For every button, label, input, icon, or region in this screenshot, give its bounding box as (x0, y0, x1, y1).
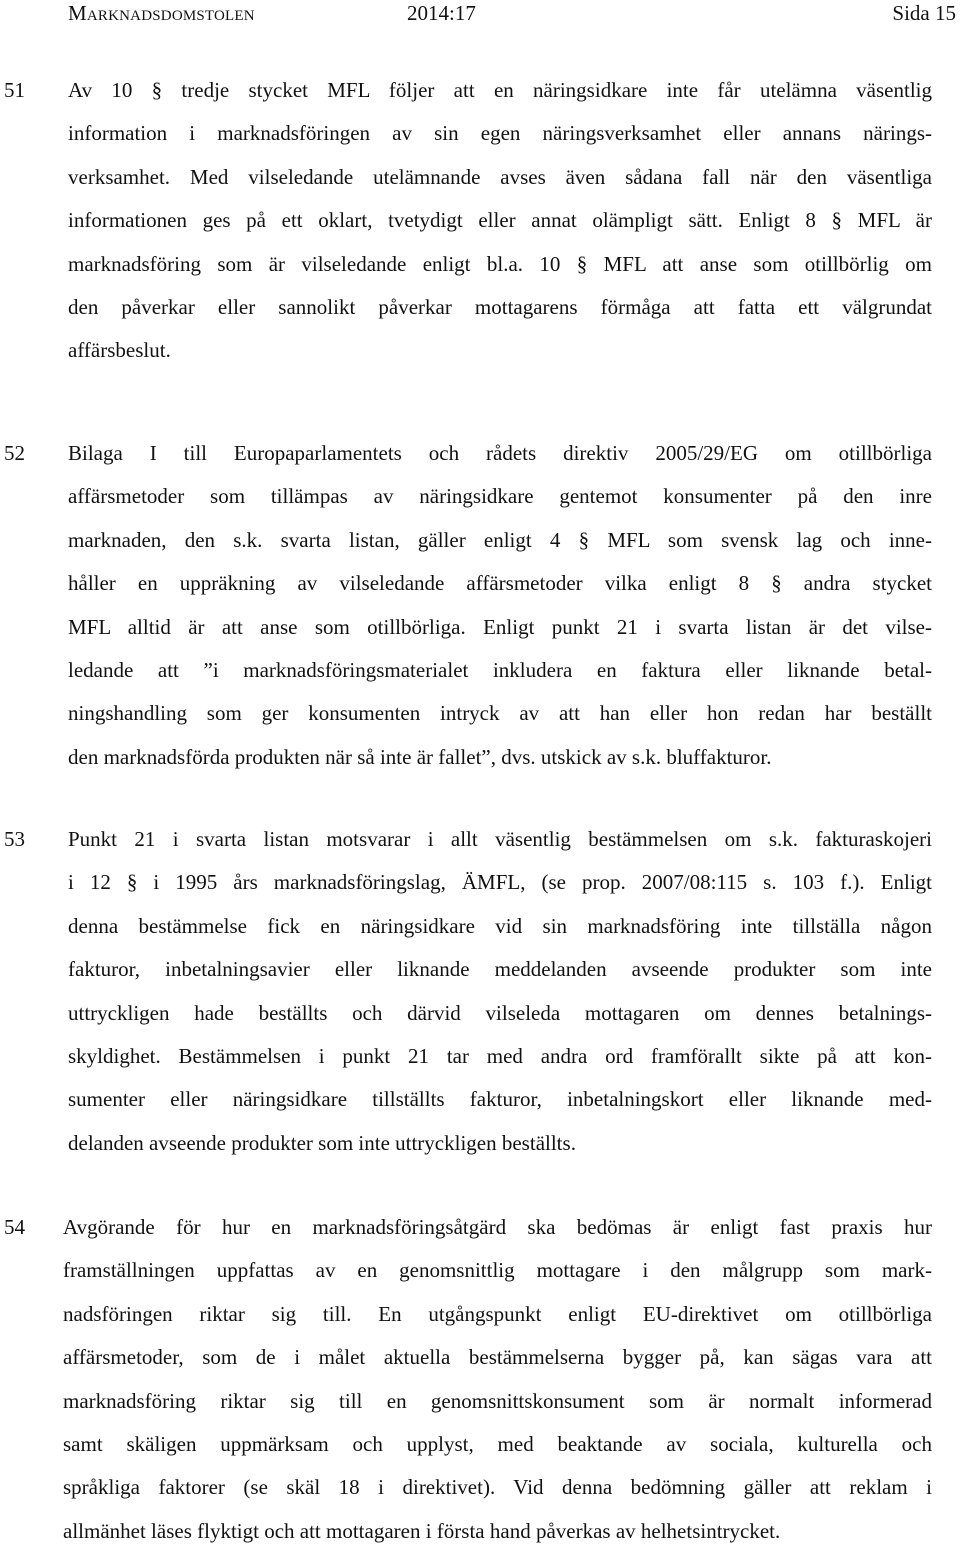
text-line: affärsbeslut. (68, 338, 171, 363)
text-line: Av 10 § tredje stycket MFL följer att en näringsidkare inte får utelämna väsentlig (68, 78, 932, 102)
text-line: marknadsföring som är vilseledande enligt bl.a. 10 § MFL att anse som otillbörlig om (68, 251, 932, 276)
text-line: information i marknadsföringen av sin egen näringsverksamhet eller annans närings- (68, 121, 932, 146)
text-line: affärsmetoder som tillämpas av näringsidkare gentemot konsumenter på den inre (68, 484, 932, 509)
text-line: fakturor, inbetalningsavier eller liknande meddelanden avseende produkter som inte (68, 957, 932, 982)
text-line: Avgörande för hur en marknadsföringsåtgärd ska bedömas är enligt fast praxis hur (63, 1215, 932, 1239)
text-line: håller en uppräkning av vilseledande affärsmetoder vilka enligt 8 § andra stycket (68, 571, 932, 596)
text-line: uttryckligen hade beställts och därvid vilseleda mottagaren om dennes betalnings- (68, 1000, 932, 1025)
text-line: nadsföringen riktar sig till. En utgångspunkt enligt EU-direktivet om otillbörliga (63, 1301, 932, 1326)
text-line: ledande att ”i marknadsföringsmaterialet inkludera en faktura eller liknande betal- (68, 658, 932, 683)
text-line: ningshandling som ger konsumenten intryck av att han eller hon redan har beställt (68, 701, 932, 726)
page-number: Sida 15 (892, 1, 956, 25)
text-line: allmänhet läses flyktigt och att mottagaren i första hand påverkas av helhetsintrycket. (63, 1518, 781, 1543)
text-line: affärsmetoder, som de i målet aktuella bestämmelserna bygger på, kan sägas vara att (63, 1345, 932, 1370)
text-line: den marknadsförda produkten när så inte är fallet”, dvs. utskick av s.k. bluffakturor. (68, 744, 772, 769)
text-line: samt skäligen uppmärksam och upplyst, med beaktande av sociala, kulturella och (63, 1432, 932, 1457)
text-line: den påverkar eller sannolikt påverkar mottagarens förmåga att fatta ett välgrundat (68, 295, 932, 320)
case-reference: 2014:17 (407, 1, 476, 25)
text-line: delanden avseende produkter som inte uttryckligen beställts. (68, 1130, 576, 1155)
paragraph-number: 53 (4, 827, 25, 851)
text-line: informationen ges på ett oklart, tvetydigt eller annat olämpligt sätt. Enligt 8 § MFL är (68, 208, 932, 233)
paragraph-text (63, 1206, 932, 1553)
paragraph-number: 54 (4, 1215, 25, 1239)
page-header (0, 0, 960, 30)
text-line: marknadsföring riktar sig till en genomsnittskonsument som är normalt informerad (63, 1388, 932, 1413)
paragraph-number: 51 (4, 78, 25, 102)
text-line: skyldighet. Bestämmelsen i punkt 21 tar med andra ord framförallt sikte på att kon- (68, 1044, 932, 1069)
text-line: denna bestämmelse fick en näringsidkare vid sin marknadsföring inte tillställa någon (68, 913, 932, 938)
paragraph-number: 52 (4, 441, 25, 465)
paragraph-text (68, 818, 932, 1165)
text-line: MFL alltid är att anse som otillbörliga. Enligt punkt 21 i svarta listan är det vilse- (68, 614, 932, 639)
text-line: sumenter eller näringsidkare tillställts fakturor, inbetalningskort eller liknande med- (68, 1087, 932, 1112)
text-line: marknaden, den s.k. svarta listan, gäller enligt 4 § MFL som svensk lag och inne- (68, 527, 932, 552)
text-line: språkliga faktorer (se skäl 18 i direktivet). Vid denna bedömning gäller att reklam i (63, 1475, 932, 1500)
text-line: Bilaga I till Europaparlamentets och rådets direktiv 2005/29/EG om otillbörliga (68, 441, 932, 465)
text-line: verksamhet. Med vilseledande utelämnande avses även sådana fall när den väsentliga (68, 164, 932, 189)
text-line: Punkt 21 i svarta listan motsvarar i allt väsentlig bestämmelsen om s.k. fakturaskojeri (68, 827, 932, 851)
text-line: i 12 § i 1995 års marknadsföringslag, ÄMFL, (se prop. 2007/08:115 s. 103 f.). Enligt (68, 870, 932, 895)
court-name: Marknadsdomstolen (68, 1, 255, 25)
paragraph-text (68, 432, 932, 779)
paragraph-text (68, 69, 932, 373)
text-line: framställningen uppfattas av en genomsnittlig mottagare i den målgrupp som mark- (63, 1258, 932, 1283)
